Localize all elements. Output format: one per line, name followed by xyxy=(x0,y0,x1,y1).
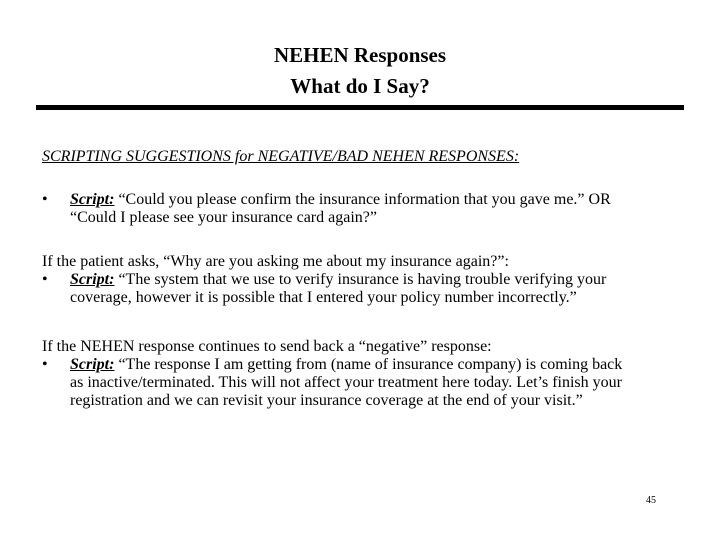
bullet-icon: • xyxy=(42,271,48,288)
script-block-1 xyxy=(42,191,692,227)
section-heading: SCRIPTING SUGGESTIONS for NEGATIVE/BAD NEHEN RESPONSES: xyxy=(42,148,520,165)
script-label: Script: xyxy=(70,271,115,288)
script-block-3 xyxy=(42,338,692,410)
script-block-2 xyxy=(42,253,692,307)
bullet-item xyxy=(42,271,692,307)
slide-title xyxy=(0,40,720,102)
script-label: Script: xyxy=(70,191,115,208)
script-text-line1: “Could you please confirm the insurance information that you gave me.” OR xyxy=(114,191,611,208)
title-divider xyxy=(36,105,684,110)
script-text-line1: “The response I am getting from (name of insurance company) is coming back xyxy=(114,356,623,373)
script-text-rest: “Could I please see your insurance card again?” xyxy=(70,209,377,226)
bullet-icon: • xyxy=(42,356,48,373)
bullet-item xyxy=(42,356,692,410)
bullet-icon: • xyxy=(42,191,48,208)
title-line-1: NEHEN Responses xyxy=(273,43,447,67)
section-intro: If the patient asks, “Why are you asking me about my insurance again?”: xyxy=(42,253,509,270)
script-text-rest: as inactive/terminated. This will not affect your treatment here today. Let’s finish your registration and we can revisit your insurance coverage at the end of your visit.” xyxy=(70,374,622,409)
page-number: 45 xyxy=(646,495,656,506)
section-intro: If the NEHEN response continues to send back a “negative” response: xyxy=(42,338,492,355)
script-text-rest: coverage, however it is possible that I entered your policy number incorrectly.” xyxy=(70,289,577,306)
bullet-item xyxy=(42,191,692,227)
script-text-line1: “The system that we use to verify insurance is having trouble verifying your xyxy=(114,271,607,288)
title-line-2: What do I Say? xyxy=(290,74,430,98)
script-label: Script: xyxy=(70,356,115,373)
